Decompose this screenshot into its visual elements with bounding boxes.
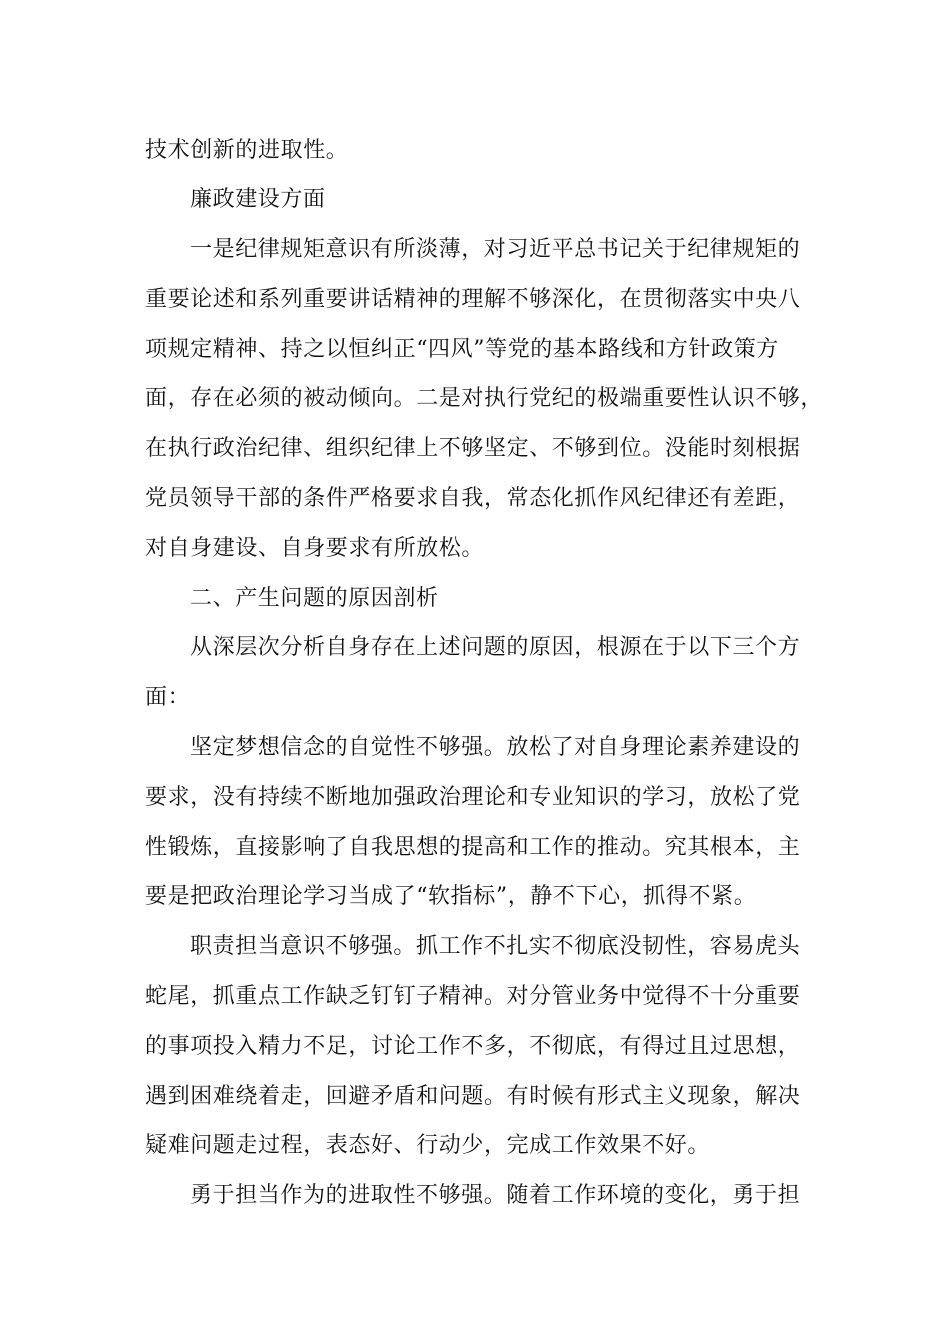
text-line: 要是把政治理论学习当成了“软指标”，静不下心，抓得不紧。 [145, 884, 757, 909]
text-line: 坚定梦想信念的自觉性不够强。放松了对自身理论素养建设的 [190, 735, 801, 760]
text-line: 要求，没有持续不断地加强政治理论和专业知识的学习，放松了党 [145, 785, 801, 810]
text-line: 党员领导干部的条件严格要求自我，常态化抓作风纪律还有差距， [145, 486, 801, 511]
text-line: 一是纪律规矩意识有所淡薄，对习近平总书记关于纪律规矩的 [190, 237, 801, 262]
text-line: 项规定精神、持之以恒纠正“四风”等党的基本路线和方针政策方 [145, 337, 779, 362]
text-line: 面： [145, 685, 191, 710]
text-line: 疑难问题走过程，表态好、行动少，完成工作效果不好。 [145, 1133, 711, 1158]
text-line: 对自身建设、自身要求有所放松。 [145, 536, 485, 561]
text-line: 勇于担当作为的进取性不够强。随着工作环境的变化，勇于担 [190, 1183, 801, 1208]
text-line: 在执行政治纪律、组织纪律上不够坚定、不够到位。没能时刻根据 [145, 436, 801, 461]
section-heading: 廉政建设方面 [190, 187, 326, 212]
text-line: 蛇尾，抓重点工作缺乏钉钉子精神。对分管业务中觉得不十分重要 [145, 984, 801, 1009]
text-line: 职责担当意识不够强。抓工作不扎实不彻底没韧性，容易虎头 [190, 934, 801, 959]
text-line: 的事项投入精力不足，讨论工作不多，不彻底，有得过且过思想， [145, 1034, 801, 1059]
text-line: 面，存在必须的被动倾向。二是对执行党纪的极端重要性认识不够， [145, 386, 824, 411]
text-line: 技术创新的进取性。 [145, 138, 349, 163]
text-line: 重要论述和系列重要讲话精神的理解不够深化，在贯彻落实中央八 [145, 287, 801, 312]
text-line: 遇到困难绕着走，回避矛盾和问题。有时候有形式主义现象，解决 [145, 1084, 801, 1109]
text-line: 从深层次分析自身存在上述问题的原因，根源在于以下三个方 [190, 635, 801, 660]
section-heading: 二、产生问题的原因剖析 [190, 586, 439, 611]
text-line: 性锻炼，直接影响了自我思想的提高和工作的推动。究其根本，主 [145, 835, 801, 860]
